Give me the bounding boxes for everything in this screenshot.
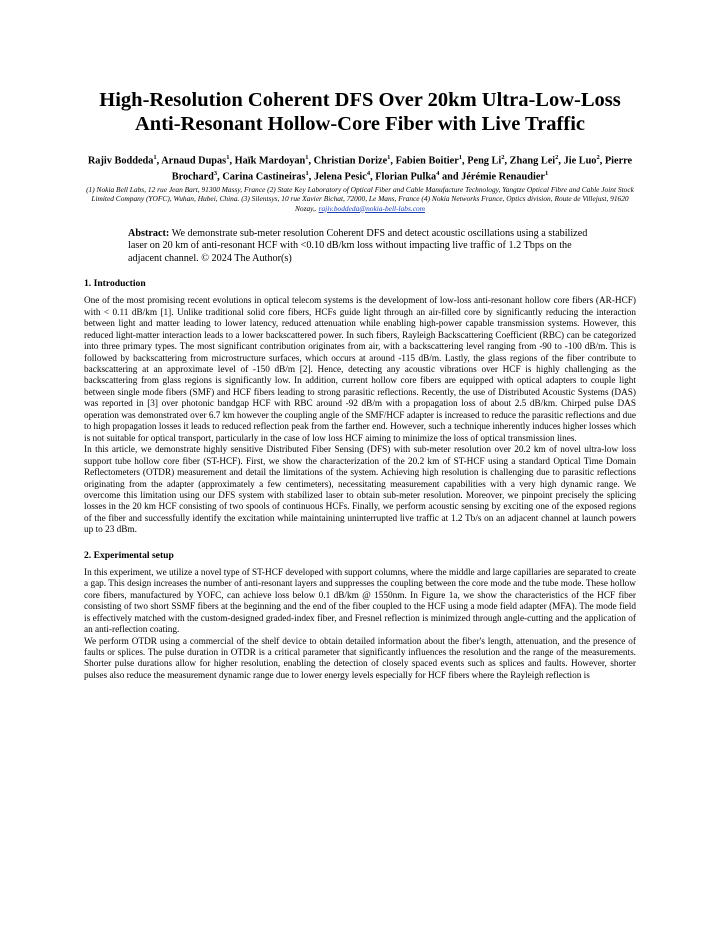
author-name: Fabien Boitier [395, 155, 459, 167]
author-affiliation-number: 1 [387, 154, 391, 161]
author-affiliation-number: 1 [305, 169, 309, 177]
author-name: Florian Pulka [375, 171, 437, 183]
body-paragraph: We perform OTDR using a commercial of the shelf device to obtain detailed information about the fiber's length, attenuation, and the presence of faults or splices. The pulse duration in OTDR is a critical parameter that significantly influences the resolution and the range of the measurements. Shorter pulse durations allow for higher resolution, enabling the detection of closely spaced events such as splices and faults. However, shorter pulses also reduce the measurement dynamic range due to lower energy levels especially for HCF fibers where the Rayleigh reflection is [84, 636, 636, 681]
paper-title [84, 88, 636, 136]
paper-body [84, 278, 636, 682]
title-line-2: Anti-Resonant Hollow-Core Fiber with Live Traffic [134, 113, 585, 135]
author-affiliation-number: 1 [458, 154, 463, 161]
author-name: Jelena Pesic [313, 171, 367, 183]
author-affiliation-number: 4 [366, 169, 371, 177]
author-name: Jérémie Renaudier [461, 171, 545, 183]
email-link[interactable]: rajiv.boddeda@nokia-bell-labs.com [318, 203, 426, 213]
author-affiliation-number: 1 [153, 154, 157, 161]
author-name: Arnaud Dupas [161, 155, 227, 167]
author-affiliation-number: 2 [501, 154, 505, 161]
author-name: Haïk Mardoyan [234, 155, 306, 167]
author-affiliation-number: 1 [545, 169, 549, 177]
body-paragraph: One of the most promising recent evolutions in optical telecom systems is the development of low-loss anti-resonant hollow core fibers (AR-HCF) with < 0.11 dB/km [1]. Unlike traditional solid core fibers, HCFs guide light through an air-filled core by significantly reducing the interaction between light and matter leading to lower latency, reduced attenuation while enabling high-power capable transmission systems. However, this reduced light-matter interaction leads to a lower backscattered power. In such fibers, Rayleigh Backscattering Coefficient (RBC) can be categorized into three primary types. The most significant contribution originates from air, with a backscattering level ranging from -90 to -100 dB/m. This is followed by backscattering from microstructure surfaces, which occurs at around -115 dB/m. Lastly, the glass regions of the fiber contribute to backscattering at an approximate level of -150 dB/m [2]. Hence, detecting any acoustic vibrations over HCF is highly challenging as the backscattering from glass regions is significantly low. In addition, current hollow core fibers are equipped with optical adapters to couple light between single mode fibers (SMF) and HCF fibers leading to strong parasitic reflections. Recently, the use of Distributed Acoustic Systems (DAS) was reported in [3] over photonic bandgap HCF with RBC around -92 dB/m with a propagation loss of about 2.5 dB/km. Chirped pulse DAS operation was demonstrated over 6.7 km however the coupling angle of the SMF/HCF adapter is increased to reduce the parasitic reflections and due to high propagation losses it leads to reduced reflection peak from the farther end. However, such a technique inherently induces higher losses which is not suitable for optical transport, particularly in the case of low loss HCF aiming to minimize the loss of optical transmission lines. [84, 296, 637, 444]
author-name: Jie Luo [563, 155, 597, 167]
affiliations [84, 185, 636, 213]
author-name: Christian Dorize [313, 155, 388, 167]
author-name: Carina Castineiras [222, 171, 306, 183]
section-heading: 2. Experimental setup [84, 549, 174, 561]
author-name: Rajiv Boddeda [87, 155, 154, 167]
abstract-label: Abstract: [128, 228, 170, 240]
author-affiliation-number: 1 [226, 154, 230, 161]
abstract [128, 228, 592, 265]
body-paragraph: In this experiment, we utilize a novel type of ST-HCF developed with support columns, where the middle and large capillaries are separated to create a gap. This design increases the number of anti-resonant layers and suppresses the coupling between the core mode and the tube mode. These hollow core fibers, manufactured by YOFC, can achieve loss below 0.1 dB/km @ 1550nm. In Figure 1a, we show the characteristics of the HCF fiber consisting of two short SSMF fibers at the beginning and the end of the fiber coupled to the HCF using a mode field adapter (MFA). The mode field is effectively matched with the custom-designed graded-index fiber, and Fresnel reflection is minimized through angle-cutting and the application of an anti-reflection coating. [84, 567, 637, 636]
author-list: Rajiv Boddeda$^1$, Arnaud Dupas$^1$, Haïk Mardoyan$^1$, Christian Dorize$^1$, Fabien Boitier$^1$, Peng Li$^2$, Zhang Lei$^2$, Jie Luo$^2$, Pierre Brochard$^3$, Carina Castineiras$^1$, Jelena Pesic$^4$, Florian Pulka$^4$ and Jérémie Renaudier$^1$ [87, 154, 633, 183]
author-affiliation-number: 2 [555, 154, 559, 161]
affiliation-text: (1) Nokia Bell Labs, 12 rue Jean Bart, 91300 Massy, France (2) State Key Laboratory of Optical Fiber and Cable Manufacture Technology, Yangtze Optical Fibre and Cable Joint Stock Limited Company (YOFC), Wuhan, Hubei, China. (3) Silentsys, 10 rue Xavier Bichat, 72000, Le Mans, France (4) Nokia Networks France, Optics division, Route de Villejust, 91620 Nozay,. [86, 184, 634, 213]
author-affiliation-number: 2 [596, 154, 600, 161]
author-name: Peng Li [467, 155, 502, 167]
author-name: Pierre Brochard [171, 155, 633, 183]
abstract-text: We demonstrate sub-meter resolution Coherent DFS and detect acoustic oscillations using a stabilized laser on 20 km of anti-resonant HCF with <0.10 dB/km loss without impacting live traffic of 1.2 Tbps on the adjacent channel. © 2024 The Author(s) [128, 228, 588, 264]
author-affiliation-number: 1 [305, 154, 309, 161]
author-affiliation-number: 3 [213, 169, 218, 177]
author-affiliation-number: 4 [436, 169, 440, 177]
title-line-1: High-Resolution Coherent DFS Over 20km Ultra-Low-Loss [99, 89, 621, 111]
author-name: Zhang Lei [509, 155, 556, 167]
body-paragraph: In this article, we demonstrate highly sensitive Distributed Fiber Sensing (DFS) with sub-meter resolution over 20.2 km of novel ultra-low loss support tube hollow core fiber (ST-HCF). First, we show the characterization of the 20.2 km of ST-HCF using a standard Optical Time Domain Reflectometers (OTDR) measurement and detail the limitations of the system. Achieving high resolution is challenging due to parasitic reflections originating from the adapter (approximately a few centimeters), necessitating measurement capabilities with a very high dynamic range. We overcome this limitation using our DFS system with stabilized laser to obtain sub-meter resolution. Moreover, we pinpoint precisely the splicing losses in the 20 km HCF consisting of two spools of continuous HCFs. Finally, we perform acoustic sensing by exciting one of the exposed regions of the fiber and successfully identify the excitation while maintaining uninterrupted live traffic at 1.2 Tb/s on an adjacent channel at launch powers up to 23 dBm. [84, 445, 636, 536]
section-heading: 1. Introduction [84, 278, 146, 290]
